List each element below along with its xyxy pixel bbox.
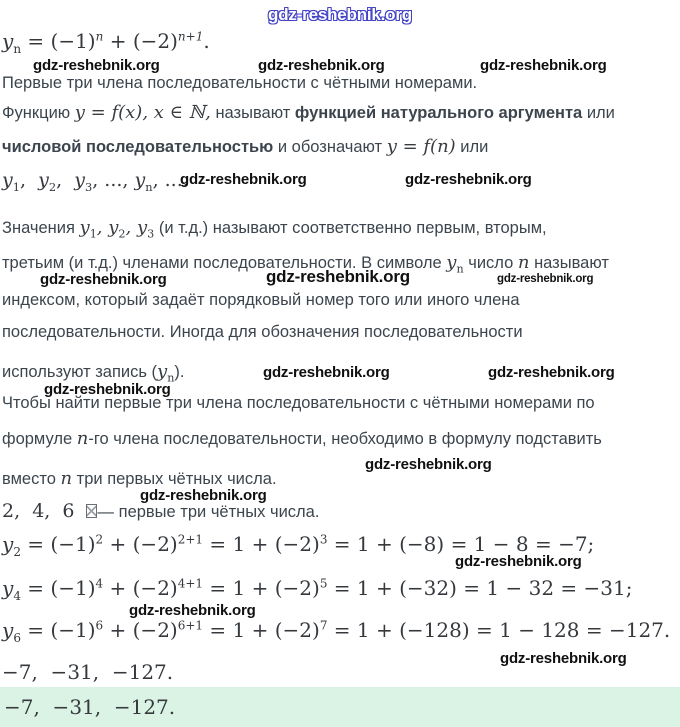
math-text: + (−2) [103,576,178,600]
final-answer-values: −7, −31, −127. [4,695,176,719]
paragraph-index-2 [2,322,523,343]
sub-1: 1 [12,179,20,194]
watermark: gdz-reshebnik.org [497,273,594,285]
inline-math: y = f(n) [386,136,456,157]
text: называют [210,104,295,122]
var-y: y [2,532,14,556]
math-text: = 1 + (−32) = 1 − 32 = −31; [327,576,633,600]
paragraph-even-numbers [2,500,319,523]
watermark: gdz-reshebnik.org [488,364,615,381]
exp: 3 [319,532,328,547]
watermark: gdz-reshebnik.org [140,487,267,504]
text: -го члена последовательности, необходимо в формулу подставить [88,430,602,448]
watermark: gdz-reshebnik.org [268,5,412,24]
var-y: y [2,169,13,191]
math-text: = (−1) [20,532,96,556]
even-numbers: 2, 4, 6 [2,500,81,522]
var-y: y [108,217,119,238]
inline-math [79,217,155,241]
watermark: gdz-reshebnik.org [258,57,385,74]
math-text: = 1 + (−2) [203,618,320,642]
formula-y4 [2,576,632,603]
inline-math [77,428,89,449]
watermark: gdz-reshebnik.org [40,271,167,288]
inline-math [157,361,175,385]
paragraph-definition-1 [2,102,615,125]
text: (и т.д.) называют соответственно первым, вторым, [154,219,547,237]
sub-6: 6 [13,631,21,645]
term-bold: числовой последовательностью [2,138,274,156]
math-text: = 1 + (−8) = 1 − 8 = −7; [327,532,595,556]
var-y: y [136,217,148,238]
text: используют запись ( [2,363,158,381]
math-text: + (−2) [103,532,178,556]
term-bold: функцией натурального аргумента [294,104,583,122]
inline-math: y = f(x), x ∈ ℕ, [74,102,211,123]
text: Функцию [2,104,75,122]
paragraph-index-1 [2,290,520,311]
paragraph-values-1 [2,217,547,242]
paragraph-method-2 [2,428,602,451]
exp-n: n [95,29,104,44]
sub-3: 3 [147,227,155,241]
sub-n: n [456,262,464,276]
watermark: gdz-reshebnik.org [455,553,582,570]
var-y: y [2,618,14,642]
sub-2: 2 [13,545,21,559]
math-text: , [19,169,39,191]
result-values: −7, −31, −127. [2,660,174,684]
text: последовательности. Иногда для обозначения последовательности [2,323,523,341]
watermark: gdz-reshebnik.org [129,602,256,619]
math-text: + (−2) [103,618,178,642]
watermark: gdz-reshebnik.org [44,381,171,398]
exp: 7 [319,618,328,633]
text: число [463,254,518,272]
paragraph-task [2,73,477,94]
var-y: y [446,252,457,273]
math-text: , [56,169,75,191]
sub-n: n [167,371,175,385]
sub-4: 4 [13,589,21,603]
text: формуле [2,430,77,448]
text: называют [529,254,609,272]
inline-math [518,252,530,273]
math-text: = (−1) [21,29,96,53]
watermark: gdz-reshebnik.org [33,57,160,74]
watermark: gdz-reshebnik.org [263,364,390,381]
exp: 2+1 [177,532,204,547]
sub-2: 2 [118,227,126,241]
math-text: , ..., [92,169,135,191]
watermark: gdz-reshebnik.org [405,171,532,188]
var-y: y [79,217,90,238]
final-answer-bar [0,687,680,727]
text: ). [174,363,185,381]
missing-glyph-box [86,504,97,518]
paragraph-method-1 [2,393,595,414]
exp: 5 [319,576,328,591]
math-text: = (−1) [20,618,96,642]
text: вместо [2,470,61,488]
sub-2: 2 [48,179,57,194]
text: или [582,104,615,122]
sub-n: n [145,179,153,194]
inline-math [60,468,72,489]
var-n: n [517,252,530,273]
exp: 4+1 [177,576,204,591]
exp: 4 [95,576,104,591]
var-n: n [76,428,89,449]
watermark: gdz-reshebnik.org [266,267,410,286]
watermark: gdz-reshebnik.org [180,171,307,188]
formula-y6 [2,618,670,645]
exp: 6+1 [177,618,204,633]
math-text: = 1 + (−128) = 1 − 128 = −127. [327,618,671,642]
text: третьим (и т.д.) членами последовательности. В символе [2,254,447,272]
var-y: y [38,169,49,191]
var-y: y [157,361,168,382]
math-text: = 1 + (−2) [203,532,320,556]
text: — первые три чётных числа. [97,503,320,521]
text: три первых чётных числа. [72,470,277,488]
formula-yn [2,29,210,56]
text: Значения [2,219,80,237]
math-text: , [125,217,137,238]
watermark: gdz-reshebnik.org [500,650,627,667]
var-y: y [2,29,14,53]
text: Первые три члена последовательности с чётными номерами. [2,74,478,92]
result-line [2,660,173,684]
exp-n1: n+1 [177,29,204,44]
math-text: , [96,217,109,238]
var-y: y [134,169,146,191]
var-y: y [74,169,85,191]
sub-3: 3 [84,179,93,194]
math-text: = 1 + (−2) [203,576,320,600]
var-y: y [2,576,14,600]
text: Чтобы найти первые три члена последовательности с чётными номерами по [2,394,595,412]
exp: 2 [95,532,104,547]
exp: 6 [95,618,104,633]
watermark: gdz-reshebnik.org [365,456,492,473]
sub-1: 1 [89,227,97,241]
paragraph-definition-2 [2,136,488,159]
formula-sequence [2,169,189,194]
sub-n: n [13,42,22,56]
text: индексом, который задаёт порядковый номер того или иного члена [2,291,520,309]
math-text: + (−2) [103,29,178,53]
math-text: = (−1) [20,576,96,600]
var-n: n [60,468,73,489]
text: или [455,138,489,156]
math-text: . [203,29,210,53]
watermark: gdz-reshebnik.org [480,57,607,74]
inline-math [446,252,464,276]
text: и обозначают [273,138,387,156]
math-text: , .... [152,169,189,191]
